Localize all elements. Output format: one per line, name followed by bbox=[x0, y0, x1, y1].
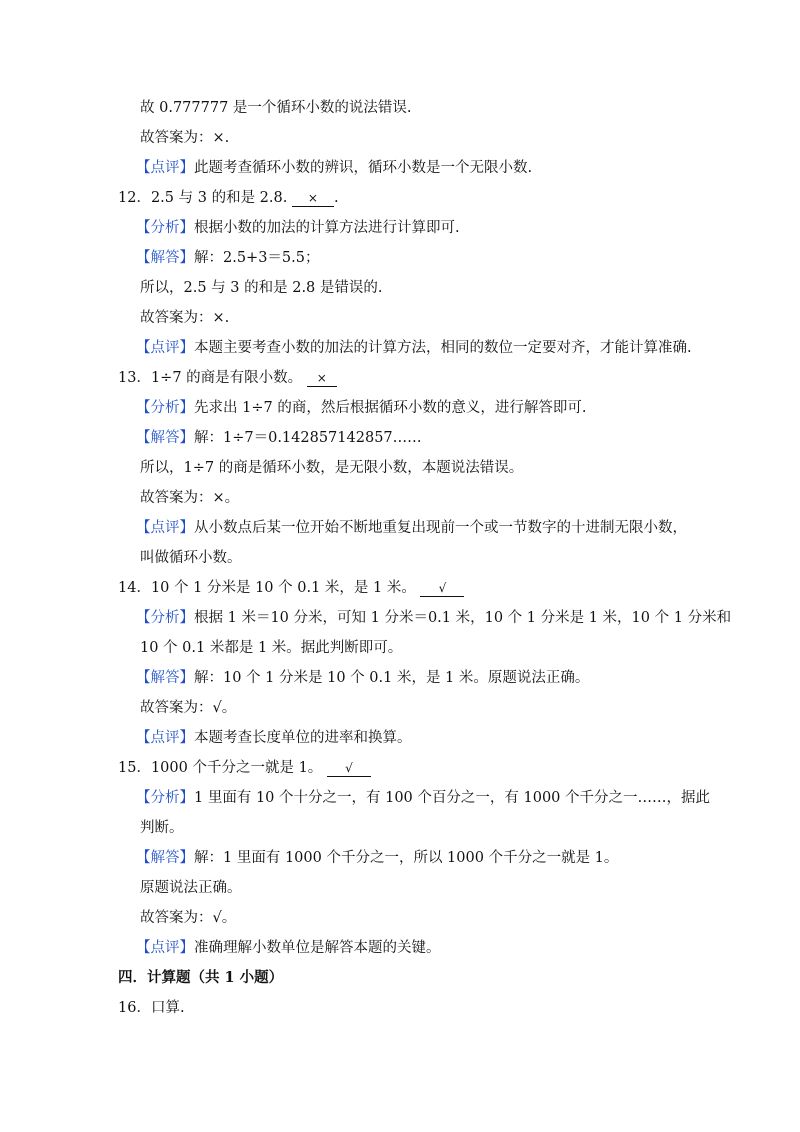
solution-tag: 【解答】 bbox=[136, 430, 194, 446]
solution-tag: 【解答】 bbox=[136, 670, 194, 686]
q13-analysis: 【分析】先求出 1÷7 的商，然后根据循环小数的意义，进行解答即可. bbox=[136, 400, 587, 416]
q14-stem: 14．10 个 1 分米是 10 个 0.1 米，是 1 米。 √ bbox=[118, 578, 464, 598]
section-title: 四．计算题（共 1 小题） bbox=[118, 969, 284, 986]
q12-answer: 故答案为：×. bbox=[140, 310, 230, 326]
q13-answer: 故答案为：×。 bbox=[140, 490, 240, 506]
q14-analysis-2: 10 个 0.1 米都是 1 米。据此判断即可。 bbox=[140, 640, 403, 656]
answer-blank: √ bbox=[420, 581, 464, 597]
answer-blank: √ bbox=[327, 761, 371, 777]
q13-comment-2: 叫做循环小数。 bbox=[140, 550, 242, 566]
q15-conclusion: 原题说法正确。 bbox=[140, 880, 242, 896]
solution-tag: 【解答】 bbox=[136, 250, 194, 266]
solution-tag: 【解答】 bbox=[136, 850, 194, 866]
q13-comment-1: 【点评】从小数点后某一位开始不断地重复出现前一个或一节数字的十进制无限小数， bbox=[136, 520, 687, 536]
q15-comment: 【点评】准确理解小数单位是解答本题的关键。 bbox=[136, 940, 441, 956]
comment-tag: 【点评】 bbox=[136, 340, 194, 356]
q12-analysis: 【分析】根据小数的加法的计算方法进行计算即可. bbox=[136, 220, 460, 236]
answer-blank: × bbox=[307, 371, 337, 387]
q15-analysis-1: 【分析】1 里面有 10 个十分之一，有 100 个百分之一，有 1000 个千分之一……，据此 bbox=[136, 790, 711, 806]
answer-blank: × bbox=[292, 191, 334, 207]
q13-conclusion: 所以，1÷7 的商是循环小数，是无限小数，本题说法错误。 bbox=[140, 460, 524, 476]
q15-analysis-2: 判断。 bbox=[140, 820, 184, 836]
q12-solution: 【解答】解：2.5+3＝5.5； bbox=[136, 250, 320, 266]
comment-tag: 【点评】 bbox=[136, 520, 194, 536]
comment-tag: 【点评】 bbox=[136, 730, 194, 746]
q13-stem: 13．1÷7 的商是有限小数。 × bbox=[118, 368, 337, 388]
q14-solution: 【解答】解：10 个 1 分米是 10 个 0.1 米，是 1 米。原题说法正确。 bbox=[136, 670, 590, 686]
q12-stem: 12．2.5 与 3 的和是 2.8. × . bbox=[118, 190, 339, 206]
q15-answer: 故答案为：√。 bbox=[140, 910, 237, 926]
q13-solution: 【解答】解：1÷7＝0.142857142857…… bbox=[136, 430, 422, 446]
analysis-tag: 【分析】 bbox=[136, 400, 194, 416]
analysis-tag: 【分析】 bbox=[136, 610, 194, 626]
q14-comment: 【点评】本题考查长度单位的进率和换算。 bbox=[136, 730, 412, 746]
q14-answer: 故答案为：√。 bbox=[140, 700, 237, 716]
q11-answer: 故答案为：×. bbox=[140, 130, 230, 146]
q15-solution: 【解答】解：1 里面有 1000 个千分之一，所以 1000 个千分之一就是 1。 bbox=[136, 850, 619, 866]
q16-stem: 16．口算. bbox=[118, 1000, 185, 1016]
q14-analysis-1: 【分析】根据 1 米＝10 分米，可知 1 分米＝0.1 米，10 个 1 分米是 1 米，10 个 1 分米和 bbox=[136, 610, 732, 626]
q12-conclusion: 所以，2.5 与 3 的和是 2.8 是错误的. bbox=[140, 280, 383, 296]
comment-tag: 【点评】 bbox=[136, 940, 194, 956]
q12-comment: 【点评】本题主要考查小数的加法的计算方法，相同的数位一定要对齐，才能计算准确. bbox=[136, 340, 692, 356]
analysis-tag: 【分析】 bbox=[136, 790, 194, 806]
comment-tag: 【点评】 bbox=[136, 160, 194, 176]
q11-comment: 【点评】此题考查循环小数的辨识，循环小数是一个无限小数. bbox=[136, 160, 533, 176]
q11-conclusion: 故 0.777777 是一个循环小数的说法错误. bbox=[140, 100, 412, 116]
analysis-tag: 【分析】 bbox=[136, 220, 194, 236]
q15-stem: 15．1000 个千分之一就是 1。 √ bbox=[118, 758, 371, 778]
